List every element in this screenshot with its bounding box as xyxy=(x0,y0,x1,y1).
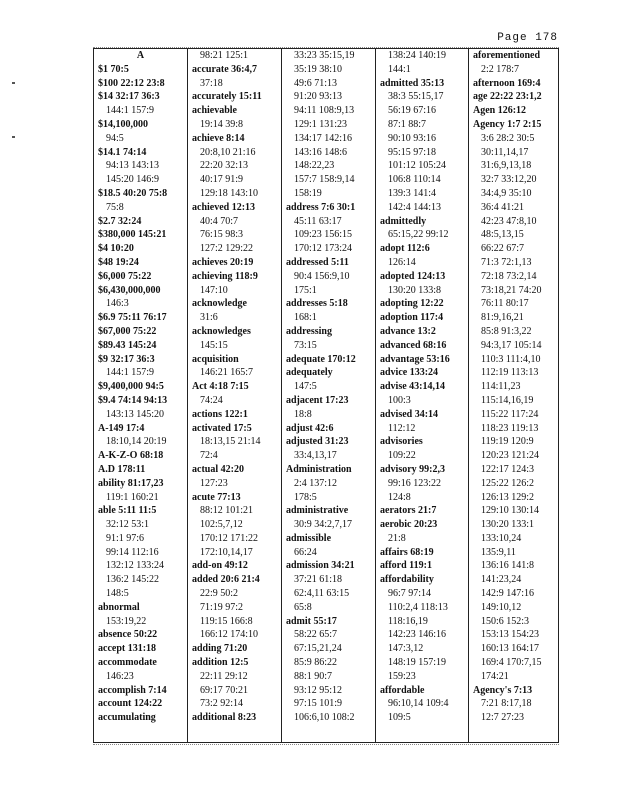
index-reference: 67:15,21,24 xyxy=(294,643,342,655)
index-reference: 22:20 32:13 xyxy=(200,160,249,172)
index-reference: 56:19 67:16 xyxy=(388,105,437,117)
index-reference: 109:22 xyxy=(388,450,416,462)
index-reference: 169:4 170:7,15 xyxy=(481,657,542,669)
index-term: A.D 178:11 xyxy=(98,463,146,475)
index-reference: 110:2,4 118:13 xyxy=(388,601,448,613)
index-reference: 144:1 xyxy=(388,63,411,75)
index-reference: 136:2 145:22 xyxy=(106,574,160,586)
index-reference: 143:16 148:6 xyxy=(294,146,348,158)
index-reference: 18:10,14 20:19 xyxy=(106,436,167,448)
index-term: adjacent 17:23 xyxy=(286,394,349,406)
index-reference: 101:12 105:24 xyxy=(388,160,447,172)
index-term: advised 34:14 xyxy=(380,408,439,420)
index-term: $18.5 40:20 75:8 xyxy=(98,187,168,199)
index-reference: 72:18 73:2,14 xyxy=(481,270,537,282)
index-reference: 114:11,23 xyxy=(481,381,521,393)
index-column-4 xyxy=(375,49,468,742)
index-reference: 110:3 111:4,10 xyxy=(481,353,541,365)
index-term: advice 133:24 xyxy=(380,367,439,379)
index-term: $9,400,000 94:5 xyxy=(98,381,164,393)
index-reference: 160:13 164:17 xyxy=(481,643,540,655)
index-term: affordability xyxy=(380,574,434,586)
index-reference: 158:19 xyxy=(294,187,322,199)
index-reference: 119:15 166:8 xyxy=(200,615,253,627)
index-reference: 115:14,16,19 xyxy=(481,394,534,406)
index-reference: 144:1 157:9 xyxy=(106,367,155,379)
index-reference: 146:3 xyxy=(106,298,129,310)
index-term: advise 43:14,14 xyxy=(380,381,445,393)
top-rule xyxy=(93,47,559,48)
index-reference: 74:24 xyxy=(200,394,223,406)
index-reference: 76:15 98:3 xyxy=(200,229,244,241)
index-reference: 71:3 72:1,13 xyxy=(481,256,532,268)
index-term: adopting 12:22 xyxy=(380,298,444,310)
index-reference: 91:20 93:13 xyxy=(294,91,343,103)
index-reference: 18:8 xyxy=(294,408,312,420)
index-term: achieved 12:13 xyxy=(192,201,256,213)
index-reference: 94:3,17 105:14 xyxy=(481,339,542,351)
index-reference: 30:9 34:2,7,17 xyxy=(294,519,353,531)
index-reference: 146:23 xyxy=(106,670,134,682)
index-reference: 35:19 38:10 xyxy=(294,63,343,75)
index-reference: 98:21 125:1 xyxy=(200,50,249,61)
index-reference: 175:1 xyxy=(294,284,317,296)
index-reference: 19:14 39:8 xyxy=(200,118,244,130)
index-term: admit 55:17 xyxy=(286,615,337,627)
index-term: afternoon 169:4 xyxy=(473,77,541,89)
index-reference: 90:10 93:16 xyxy=(388,132,437,144)
index-reference: 142:4 144:13 xyxy=(388,201,442,213)
index-term: account 124:22 xyxy=(98,698,163,710)
index-reference: 147:5 xyxy=(294,381,317,393)
index-reference: 22:11 29:12 xyxy=(200,670,248,682)
index-reference: 119:1 160:21 xyxy=(106,491,159,503)
index-reference: 81:9,16,21 xyxy=(481,312,524,324)
index-term: addresses 5:18 xyxy=(286,298,348,310)
index-term: accomplish 7:14 xyxy=(98,684,167,696)
index-reference: 138:24 140:19 xyxy=(388,50,447,61)
index-reference: 66:22 67:7 xyxy=(481,243,525,255)
index-reference: 139:3 141:4 xyxy=(388,187,437,199)
index-reference: 45:11 63:17 xyxy=(294,215,342,227)
index-term: $48 19:24 xyxy=(98,256,139,268)
index-reference: 90:4 156:9,10 xyxy=(294,270,350,282)
index-reference: 153:19,22 xyxy=(106,615,147,627)
index-term: actions 122:1 xyxy=(192,408,248,420)
index-term: admission 34:21 xyxy=(286,560,355,572)
index-term: achieve 8:14 xyxy=(192,132,245,144)
index-reference: 99:16 123:22 xyxy=(388,477,442,489)
section-letter-heading: A xyxy=(136,50,145,61)
index-term: addition 12:5 xyxy=(192,657,249,669)
index-reference: 88:1 90:7 xyxy=(294,670,333,682)
index-reference: 112:19 113:13 xyxy=(481,367,539,379)
index-term: adequately xyxy=(286,367,333,379)
index-frame xyxy=(93,48,559,743)
index-reference: 75:8 xyxy=(106,201,124,213)
index-reference: 37:18 xyxy=(200,77,223,89)
index-reference: 122:17 124:3 xyxy=(481,463,535,475)
index-reference: 73:2 92:14 xyxy=(200,698,244,710)
index-term: added 20:6 21:4 xyxy=(192,574,260,586)
index-term: adoption 117:4 xyxy=(380,312,444,324)
index-term: acknowledges xyxy=(192,325,251,337)
index-reference: 71:19 97:2 xyxy=(200,601,244,613)
index-reference: 94:11 108:9,13 xyxy=(294,105,355,117)
index-reference: 147:3,12 xyxy=(388,643,424,655)
index-term: $9 32:17 36:3 xyxy=(98,353,155,365)
index-reference: 96:7 97:14 xyxy=(388,588,432,600)
index-term: able 5:11 11:5 xyxy=(98,505,157,517)
index-term: afford 119:1 xyxy=(380,560,432,572)
index-term: adjust 42:6 xyxy=(286,422,334,434)
index-reference: 149:10,12 xyxy=(481,601,522,613)
index-term: $380,000 145:21 xyxy=(98,229,167,241)
index-reference: 142:9 147:16 xyxy=(481,588,535,600)
index-term: addressing xyxy=(286,325,332,337)
index-reference: 73:18,21 74:20 xyxy=(481,284,542,296)
index-term: accept 131:18 xyxy=(98,643,157,655)
index-reference: 126:13 129:2 xyxy=(481,491,535,503)
index-reference: 124:8 xyxy=(388,491,411,503)
index-term: acquisition xyxy=(192,353,239,365)
index-term: $6.9 75:11 76:17 xyxy=(98,312,167,324)
index-reference: 38:3 55:15,17 xyxy=(388,91,444,103)
index-reference: 146:21 165:7 xyxy=(200,367,254,379)
index-reference: 159:23 xyxy=(388,670,416,682)
index-term: $14,100,000 xyxy=(98,118,148,130)
index-reference: 40:4 70:7 xyxy=(200,215,239,227)
index-reference: 118:16,19 xyxy=(388,615,428,627)
index-term: $67,000 75:22 xyxy=(98,325,157,337)
index-reference: 148:22,23 xyxy=(294,160,335,172)
index-reference: 96:10,14 109:4 xyxy=(388,698,449,710)
index-term: absence 50:22 xyxy=(98,629,158,641)
index-term: address 7:6 30:1 xyxy=(286,201,356,213)
index-term: advanced 68:16 xyxy=(380,339,447,351)
index-reference: 109:5 xyxy=(388,712,411,724)
index-reference: 85:9 86:22 xyxy=(294,657,338,669)
index-reference: 130:20 133:8 xyxy=(388,284,442,296)
index-reference: 118:23 119:13 xyxy=(481,422,539,434)
index-reference: 106:6,10 108:2 xyxy=(294,712,355,724)
index-reference: 31:6,9,13,18 xyxy=(481,160,532,172)
index-reference: 135:9,11 xyxy=(481,546,516,558)
index-term: advisory 99:2,3 xyxy=(380,463,445,475)
index-reference: 94:5 xyxy=(106,132,124,144)
index-reference: 62:4,11 63:15 xyxy=(294,588,350,600)
index-term: actual 42:20 xyxy=(192,463,244,475)
index-reference: 30:11,14,17 xyxy=(481,146,529,158)
index-term: age 22:22 23:1,2 xyxy=(473,91,542,103)
index-reference: 66:24 xyxy=(294,546,317,558)
index-term: achieving 118:9 xyxy=(192,270,258,282)
index-term: admissible xyxy=(286,532,332,544)
index-reference: 129:18 143:10 xyxy=(200,187,259,199)
index-reference: 134:17 142:16 xyxy=(294,132,353,144)
bottom-rule xyxy=(93,744,559,745)
index-term: $2.7 32:24 xyxy=(98,215,142,227)
index-term: additional 8:23 xyxy=(192,712,257,724)
index-reference: 88:12 101:21 xyxy=(200,505,254,517)
index-term: adequate 170:12 xyxy=(286,353,356,365)
index-term: $6,430,000,000 xyxy=(98,284,161,296)
index-term: ability 81:17,23 xyxy=(98,477,164,489)
index-term: adopt 112:6 xyxy=(380,243,430,255)
index-reference: 141:23,24 xyxy=(481,574,522,586)
index-reference: 18:13,15 21:14 xyxy=(200,436,261,448)
index-term: $9.4 74:14 94:13 xyxy=(98,394,168,406)
index-reference: 32:7 33:12,20 xyxy=(481,174,537,186)
index-reference: 48:5,13,15 xyxy=(481,229,524,241)
index-reference: 42:23 47:8,10 xyxy=(481,215,537,227)
index-reference: 3:6 28:2 30:5 xyxy=(481,132,535,144)
index-reference: 21:8 xyxy=(388,532,406,544)
index-term: $6,000 75:22 xyxy=(98,270,152,282)
index-reference: 2:4 137:12 xyxy=(294,477,338,489)
index-reference: 37:21 61:18 xyxy=(294,574,343,586)
index-reference: 36:4 41:21 xyxy=(481,201,525,213)
index-reference: 148:5 xyxy=(106,588,129,600)
index-reference: 115:22 117:24 xyxy=(481,408,539,420)
index-term: $14 32:17 36:3 xyxy=(98,91,160,103)
index-reference: 65:15,22 99:12 xyxy=(388,229,449,241)
index-term: aerobic 20:23 xyxy=(380,519,438,531)
index-term: Act 4:18 7:15 xyxy=(192,381,249,393)
index-term: $89.43 145:24 xyxy=(98,339,157,351)
index-column-5 xyxy=(468,49,560,742)
index-reference: 40:17 91:9 xyxy=(200,174,244,186)
index-term: admitted 35:13 xyxy=(380,77,445,89)
index-column-1 xyxy=(94,49,187,742)
index-reference: 94:13 143:13 xyxy=(106,160,160,172)
index-term: accurately 15:11 xyxy=(192,91,262,103)
index-reference: 32:12 53:1 xyxy=(106,519,150,531)
index-reference: 148:19 157:19 xyxy=(388,657,447,669)
margin-mark xyxy=(12,136,15,138)
index-reference: 76:11 80:17 xyxy=(481,298,529,310)
index-reference: 157:7 158:9,14 xyxy=(294,174,355,186)
index-term: accommodate xyxy=(98,657,157,669)
index-reference: 145:15 xyxy=(200,339,228,351)
index-term: $1 70:5 xyxy=(98,63,129,75)
index-term: aerators 21:7 xyxy=(380,505,437,517)
index-term: affairs 68:19 xyxy=(380,546,434,558)
index-reference: 170:12 171:22 xyxy=(200,532,259,544)
index-reference: 142:23 146:16 xyxy=(388,629,447,641)
index-term: A-K-Z-O 68:18 xyxy=(98,450,164,462)
index-term: adjusted 31:23 xyxy=(286,436,349,448)
index-reference: 7:21 8:17,18 xyxy=(481,698,532,710)
index-reference: 126:14 xyxy=(388,256,416,268)
index-reference: 97:15 101:9 xyxy=(294,698,343,710)
index-reference: 87:1 88:7 xyxy=(388,118,427,130)
index-term: abnormal xyxy=(98,601,140,613)
index-reference: 102:5,7,12 xyxy=(200,519,243,531)
index-term: addressed 5:11 xyxy=(286,256,349,268)
index-term: activated 17:5 xyxy=(192,422,252,434)
index-reference: 125:22 126:2 xyxy=(481,477,535,489)
index-reference: 12:7 27:23 xyxy=(481,712,525,724)
index-reference: 150:6 152:3 xyxy=(481,615,530,627)
index-reference: 72:4 xyxy=(200,450,218,462)
index-term: achieves 20:19 xyxy=(192,256,254,268)
index-reference: 58:22 65:7 xyxy=(294,629,338,641)
index-reference: 73:15 xyxy=(294,339,317,351)
index-reference: 34:4,9 35:10 xyxy=(481,187,532,199)
index-term: A-149 17:4 xyxy=(98,422,145,434)
index-term: advance 13:2 xyxy=(380,325,436,337)
index-reference: 168:1 xyxy=(294,312,317,324)
index-reference: 31:6 xyxy=(200,312,218,324)
index-reference: 120:23 121:24 xyxy=(481,450,540,462)
index-reference: 49:6 71:13 xyxy=(294,77,338,89)
index-term: Administration xyxy=(286,463,352,475)
index-reference: 127:23 xyxy=(200,477,228,489)
index-reference: 145:20 146:9 xyxy=(106,174,160,186)
index-reference: 147:10 xyxy=(200,284,228,296)
index-reference: 91:1 97:6 xyxy=(106,532,145,544)
index-term: accumulating xyxy=(98,712,156,724)
index-reference: 93:12 95:12 xyxy=(294,684,343,696)
index-reference: 129:10 130:14 xyxy=(481,505,540,517)
index-reference: 2:2 178:7 xyxy=(481,63,520,75)
index-term: achievable xyxy=(192,105,237,117)
index-reference: 33:4,13,17 xyxy=(294,450,337,462)
index-reference: 133:10,24 xyxy=(481,532,522,544)
index-reference: 172:10,14,17 xyxy=(200,546,253,558)
index-reference: 129:1 131:23 xyxy=(294,118,348,130)
index-reference: 166:12 174:10 xyxy=(200,629,259,641)
index-term: acute 77:13 xyxy=(192,491,241,503)
index-term: Agen 126:12 xyxy=(473,105,527,117)
index-reference: 22:9 50:2 xyxy=(200,588,239,600)
index-term: accurate 36:4,7 xyxy=(192,63,257,75)
index-reference: 143:13 145:20 xyxy=(106,408,165,420)
index-term: Agency's 7:13 xyxy=(473,684,533,696)
index-reference: 106:8 110:14 xyxy=(388,174,441,186)
index-reference: 119:19 120:9 xyxy=(481,436,534,448)
index-term: advantage 53:16 xyxy=(380,353,450,365)
index-reference: 65:8 xyxy=(294,601,312,613)
page-number-label: Page 178 xyxy=(497,32,558,44)
index-reference: 130:20 133:1 xyxy=(481,519,535,531)
index-term: acknowledge xyxy=(192,298,247,310)
index-reference: 136:16 141:8 xyxy=(481,560,535,572)
index-reference: 144:1 157:9 xyxy=(106,105,155,117)
index-term: aforementioned xyxy=(473,50,541,61)
index-reference: 100:3 xyxy=(388,394,411,406)
index-column-3 xyxy=(281,49,375,742)
index-reference: 99:14 112:16 xyxy=(106,546,159,558)
index-reference: 109:23 156:15 xyxy=(294,229,353,241)
index-term: add-on 49:12 xyxy=(192,560,248,572)
index-term: administrative xyxy=(286,505,349,517)
index-term: $4 10:20 xyxy=(98,243,134,255)
index-term: adding 71:20 xyxy=(192,643,248,655)
index-term: adopted 124:13 xyxy=(380,270,446,282)
margin-mark xyxy=(12,82,15,84)
index-term: $14.1 74:14 xyxy=(98,146,147,158)
index-reference: 69:17 70:21 xyxy=(200,684,249,696)
index-reference: 95:15 97:18 xyxy=(388,146,437,158)
index-reference: 174:21 xyxy=(481,670,509,682)
index-term: $100 22:12 23:8 xyxy=(98,77,165,89)
index-reference: 178:5 xyxy=(294,491,317,503)
index-reference: 112:12 xyxy=(388,422,416,434)
index-reference: 85:8 91:3,22 xyxy=(481,325,532,337)
index-reference: 170:12 173:24 xyxy=(294,243,353,255)
index-term: advisories xyxy=(380,436,423,448)
index-term: Agency 1:7 2:15 xyxy=(473,118,542,130)
index-term: admittedly xyxy=(380,215,427,227)
index-reference: 153:13 154:23 xyxy=(481,629,540,641)
index-reference: 20:8,10 21:16 xyxy=(200,146,256,158)
index-reference: 132:12 133:24 xyxy=(106,560,165,572)
index-reference: 33:23 35:15,19 xyxy=(294,50,355,61)
index-column-2 xyxy=(187,49,281,742)
index-reference: 127:2 129:22 xyxy=(200,243,254,255)
index-term: affordable xyxy=(380,684,425,696)
